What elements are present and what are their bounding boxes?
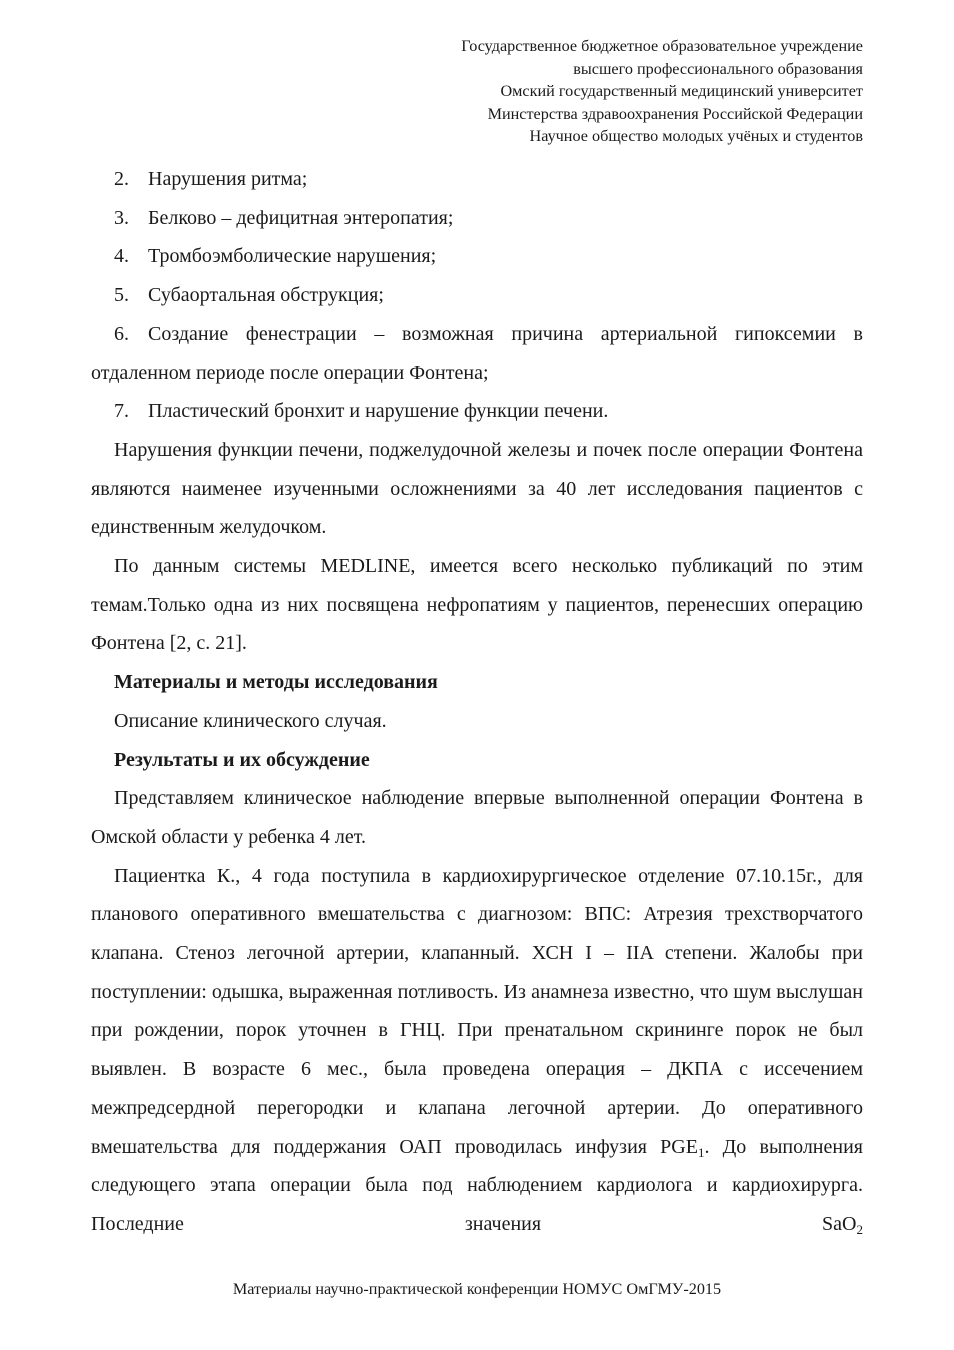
header-line: Омский государственный медицинский университет [500, 82, 863, 100]
paragraph: Нарушения функции печени, поджелудочной железы и почек после операции Фонтена являются наименее изученными осложнениями за 40 лет исследования пациентов с единственным желудочком. [91, 438, 863, 539]
list-item: 4. Тромбоэмболические нарушения; [114, 245, 437, 268]
list-item: 5. Субаортальная обструкция; [114, 284, 384, 307]
paragraph: Пациентка К., 4 года поступила в кардиохирургическое отделение 07.10.15г., для планового оперативного вмешательства с диагнозом: ВПС: Атрезия трехстворчатого клапана. Стеноз легочной артерии, клапанный. ХСН I – IIA степени. Жалобы при поступлении: одышка, выраженная потливость. Из анамнеза известно, что шум выслушан при рождении, порок уточнен в ГНЦ. При пренатальном скрининге порок не был выявлен. В возрасте 6 мес., была проведена операция – ДКПА с иссечением межпредсердной перегородки и клапана легочной артерии. До оперативного вмешательства для поддержания ОАП проводилась инфузия $PGE_1$. До выполнения следующего этапа операции была под наблюдением кардиолога и кардиохирурга. Последние значения SaO$_2$ [91, 864, 863, 1237]
header-line: Минстерства здравоохранения Российской Федерации [487, 104, 863, 123]
document-body [91, 160, 863, 1244]
section-heading: Материалы и методы исследования [114, 671, 438, 694]
header-line: высшего профессионального образования [573, 59, 863, 78]
paragraph: По данным системы MEDLINE, имеется всего несколько публикаций по этим темам.Только одна из них посвящена нефропатиям у пациентов, перенесших операцию Фонтена [2, с. 21]. [91, 555, 863, 655]
list-item: 7. Пластический бронхит и нарушение функции печени. [114, 400, 609, 423]
page-header [461, 35, 863, 148]
page-footer: Материалы научно-практической конференции НОМУС ОмГМУ-2015 [232, 1280, 722, 1298]
paragraph: Описание клинического случая. [114, 709, 387, 732]
header-line: Государственное бюджетное образовательное учреждение [461, 37, 863, 55]
header-line: Научное общество молодых учёных и студентов [529, 127, 863, 145]
list-item: 3. Белково – дефицитная энтеропатия; [114, 206, 454, 229]
list-item: 6. Создание фенестрации – возможная причина артериальной гипоксемии в отдаленном периоде после операции Фонтена; [91, 322, 863, 384]
paragraph: Представляем клиническое наблюдение впервые выполненной операции Фонтена в Омской области у ребенка 4 лет. [91, 787, 863, 848]
section-heading: Результаты и их обсуждение [114, 748, 370, 771]
list-item: 2. Нарушения ритма; [114, 168, 308, 190]
